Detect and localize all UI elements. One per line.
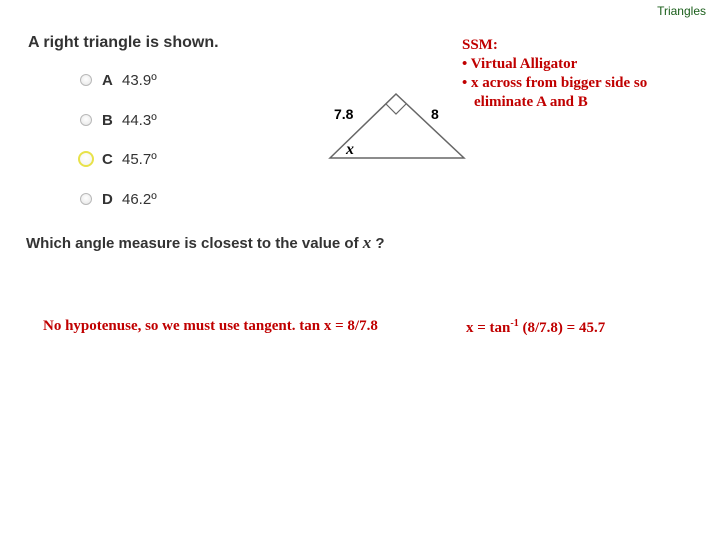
choice-d[interactable] xyxy=(80,189,157,209)
ssm-heading: SSM: xyxy=(462,37,498,53)
solution-result xyxy=(466,318,605,337)
triangle-left-side-label: 7.8 xyxy=(334,106,354,122)
question-prompt: A right triangle is shown. xyxy=(28,34,219,51)
subquestion-variable: x xyxy=(362,233,372,252)
solution-tangent: No hypotenuse, so we must use tangent. tan x = 8/7.8 xyxy=(43,318,378,334)
radio-a-icon[interactable] xyxy=(80,74,92,86)
right-angle-mark xyxy=(386,104,406,114)
triangle-figure xyxy=(320,84,480,168)
ssm-bullet-3: eliminate A and B xyxy=(474,94,588,110)
solution-result-exponent: -1 xyxy=(510,318,519,329)
choice-d-letter: D xyxy=(102,190,113,208)
solution-result-suffix: (8/7.8) = 45.7 xyxy=(518,320,606,336)
triangle-angle-label: x xyxy=(346,141,354,158)
choice-a[interactable] xyxy=(80,70,157,90)
subquestion xyxy=(26,233,385,253)
subquestion-text: Which angle measure is closest to the value of xyxy=(26,235,363,252)
radio-b-icon[interactable] xyxy=(80,114,92,126)
radio-d-icon[interactable] xyxy=(80,193,92,205)
choice-a-value: 43.9º xyxy=(122,71,157,89)
choice-d-value: 46.2º xyxy=(122,190,157,208)
solution-result-prefix: x = tan xyxy=(466,320,511,336)
choice-a-letter: A xyxy=(102,71,113,89)
subquestion-end: ? xyxy=(371,235,385,252)
choice-b-letter: B xyxy=(102,111,113,129)
ssm-notes xyxy=(462,36,647,112)
triangle-right-side-label: 8 xyxy=(431,106,439,122)
choice-b[interactable] xyxy=(80,110,157,130)
choice-c[interactable] xyxy=(80,149,157,169)
choice-c-letter: C xyxy=(102,150,113,168)
choice-b-value: 44.3º xyxy=(122,111,157,129)
ssm-bullet-1: • Virtual Alligator xyxy=(462,56,578,72)
slide-title: Triangles xyxy=(657,4,706,18)
ssm-bullet-2: • x across from bigger side so xyxy=(462,75,648,91)
choice-c-value: 45.7º xyxy=(122,150,157,168)
radio-c-selected-icon[interactable] xyxy=(78,151,94,167)
